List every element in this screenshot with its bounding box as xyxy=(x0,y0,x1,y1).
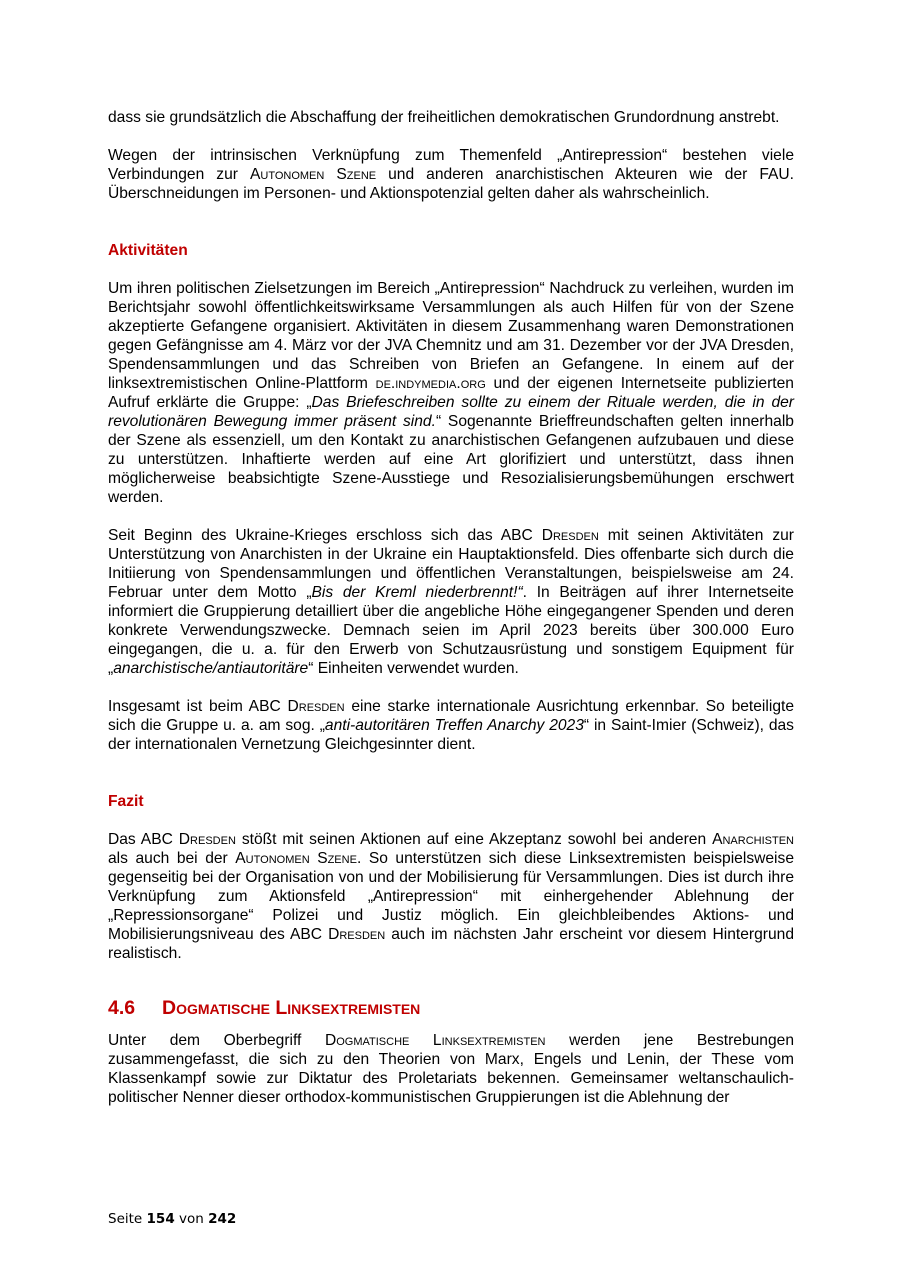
paragraph-activities: Um ihren politischen Zielsetzungen im Bereich „Antirepression“ Nachdruck zu verleihen, wurden im Berichtsjahr sowohl öffentlichkeitswirksame Versammlungen als auch Hilfen für von der Szene akzeptierte Gefangene organisiert. Aktivitäten in diesem Zusammenhang waren Demonstrationen gegen Gefängnisse am 4. März vor der JVA Chemnitz und am 31. Dezember vor der JVA Dresden, Spendensammlungen und das Schreiben von Briefen an Gefangene. In einem auf der linksextremistischen Online-Plattform de.indymedia.org und der eigenen Internetseite publizierten Aufruf erklärte die Gruppe: „Das Briefeschreiben sollte zu einem der Rituale werden, die in der revolutionären Bewegung immer präsent sind.“ Sogenannte Brieffreundschaften gelten innerhalb der Szene als essenziell, um den Kontakt zu anarchistischen Gefangenen aufzubauen und diese zu unterstützen. Inhaftierte werden auf eine Art glorifiziert und unterstützt, dass ihnen möglicherweise beabsichtigte Szene-Ausstiege und Resozialisierungsbemühungen erschwert werden. xyxy=(108,280,794,506)
paragraph-dogmatic: Unter dem Oberbegriff Dogmatische Linksextremisten werden jene Bestrebungen zusammengefasst, die sich zu den Theorien von Marx, Engels und Lenin, der These vom Klassenkampf sowie zur Diktatur des Proletariats bekennen. Gemeinsamer weltanschaulich-politischer Nenner dieser orthodox-kommunistischen Gruppierungen ist die Ablehnung der xyxy=(108,1032,794,1106)
page-footer xyxy=(108,1211,236,1227)
paragraph-fazit: Das ABC Dresden stößt mit seinen Aktionen auf eine Akzeptanz sowohl bei anderen Anarchisten als auch bei der Autonomen Szene. So unterstützen sich diese Linksextremisten beispielsweise gegenseitig bei der Organisation von und der Mobilisierung für Versammlungen. Dies ist durch ihre Verknüpfung zum Aktionsfeld „Antirepression“ mit einhergehender Ablehnung der „Repressionsorgane“ Polizei und Justiz möglich. Ein gleichbleibendes Aktions- und Mobilisierungsniveau des ABC Dresden auch im nächsten Jahr erscheint vor diesem Hintergrund realistisch. xyxy=(108,831,794,962)
heading-fazit: Fazit xyxy=(108,793,144,810)
paragraph-connections: Wegen der intrinsischen Verknüpfung zum Themenfeld „Antirepression“ bestehen viele Verbindungen zur Autonomen Szene und anderen anarchistischen Akteuren wie der FAU. Überschneidungen im Personen- und Aktionspotenzial gelten daher als wahrscheinlich. xyxy=(108,147,795,202)
section-number: 4.6 xyxy=(108,997,136,1019)
section-title: Dogmatische Linksextremisten xyxy=(162,997,421,1019)
footer-total-pages: 242 xyxy=(208,1211,237,1227)
footer-current-page: 154 xyxy=(146,1211,175,1227)
paragraph-ukraine: Seit Beginn des Ukraine-Krieges erschloss sich das ABC Dresden mit seinen Aktivitäten zur Unterstützung von Anarchisten in der Ukraine ein Hauptaktionsfeld. Dies offenbarte sich durch die Initiierung von Spendensammlungen und öffentlichen Veranstaltungen, beispielsweise am 24. Februar unter dem Motto „Bis der Kreml niederbrennt!“. In Beiträgen auf ihrer Internetseite informiert die Gruppierung detailliert über die angebliche Höhe eingegangener Spenden und deren konkrete Verwendungszwecke. Demnach seien im April 2023 bereits über 300.000 Euro eingegangen, die u. a. für den Erwerb von Schutzausrüstung und sonstigem Equipment für „anarchistische/antiautoritäre“ Einheiten verwendet wurden. xyxy=(108,527,794,677)
section-heading xyxy=(108,995,794,1021)
paragraph-international: Insgesamt ist beim ABC Dresden eine starke internationale Ausrichtung erkennbar. So beteiligte sich die Gruppe u. a. am sog. „anti-autoritären Treffen Anarchy 2023“ in Saint-Imier (Schweiz), das der internationalen Vernetzung Gleichgesinnter dient. xyxy=(108,698,794,753)
page-body xyxy=(108,108,794,1107)
paragraph-intro: dass sie grundsätzlich die Abschaffung der freiheitlichen demokratischen Grundordnung anstrebt. xyxy=(108,109,780,126)
footer-mid: von xyxy=(179,1211,204,1227)
heading-activities: Aktivitäten xyxy=(108,242,188,259)
footer-prefix: Seite xyxy=(108,1211,143,1227)
